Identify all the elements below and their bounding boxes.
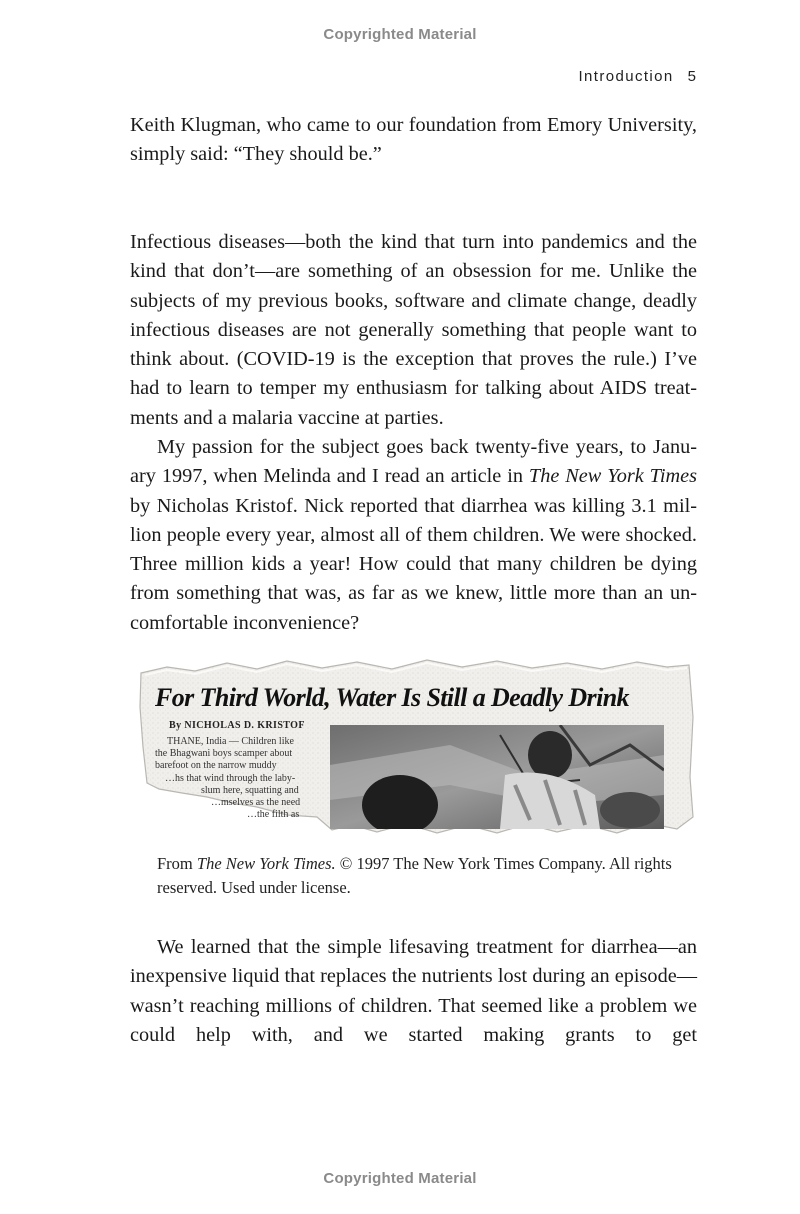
paragraph-passion <box>130 433 697 638</box>
copyright-watermark-bottom: Copyrighted Material <box>323 1170 477 1187</box>
figure-caption: From The New York Times. © 1997 The New York Times Company. All rights reserved. Used under license. <box>157 854 672 897</box>
paragraph-text: My passion for the subject goes back twenty-five years, to January 1997, when Melinda and I read an article in The New York Times by Nicholas Kristof. Nick reported that diarrhea was killing 3.1 million people every year, almost all of them children. We were shocked. Three million kids a year! How could that many children be dying from something that was, as far as we knew, little more than an uncomfortable inconvenience? <box>130 436 697 634</box>
paragraph-lifesaving-treatment <box>130 933 697 1050</box>
article-line: …mselves as the need <box>211 797 301 809</box>
page-number: 5 <box>687 68 696 85</box>
clipping-article-text <box>155 736 317 821</box>
paragraph-text: Keith Klugman, who came to our foundation from Emory University, simply said: “They should be.” <box>130 114 697 166</box>
article-line: …the filth as <box>247 809 300 821</box>
section-title: Introduction <box>578 68 674 85</box>
article-line: barefoot on the narrow muddy <box>155 760 277 772</box>
paragraph-infectious-diseases <box>130 228 697 433</box>
paragraph-keith-klugman <box>130 111 697 170</box>
paragraph-text: Infectious diseases—both the kind that turn into pandemics and the kind that don’t—are something of an obsession for me. Unlike the subjects of my previous books, software and climate change, deadly infectious diseases are not generally something that people want to think about. (COVID-19 is the exception that proves the rule.) I’ve had to learn to temper my enthusiasm for talking about AIDS treatments and a malaria vaccine at parties. <box>130 231 697 429</box>
article-line: slum here, squatting and <box>201 784 299 796</box>
paragraph-text: We learned that the simple lifesaving treatment for diarrhea—an inexpensive liquid that replaces the nutrients lost during an episode—wasn’t reaching millions of children. That seemed like a problem we could help with, and we started making grants to get <box>130 936 697 1046</box>
article-line: the Bhagwani boys scamper about <box>155 748 293 760</box>
caption-italic: The New York Times. <box>196 854 336 873</box>
nyt-title-italic: The New York Times <box>528 465 697 488</box>
running-head <box>578 68 696 85</box>
article-line: THANE, India — Children like <box>167 736 294 747</box>
clipping-photo <box>330 725 664 829</box>
newspaper-clipping <box>137 657 695 837</box>
article-line: …hs that wind through the laby- <box>165 772 296 784</box>
copyright-watermark-top: Copyrighted Material <box>323 26 477 43</box>
clipping-byline: By NICHOLAS D. KRISTOF <box>169 720 305 731</box>
clipping-headline: For Third World, Water Is Still a Deadly Drink <box>155 683 629 712</box>
